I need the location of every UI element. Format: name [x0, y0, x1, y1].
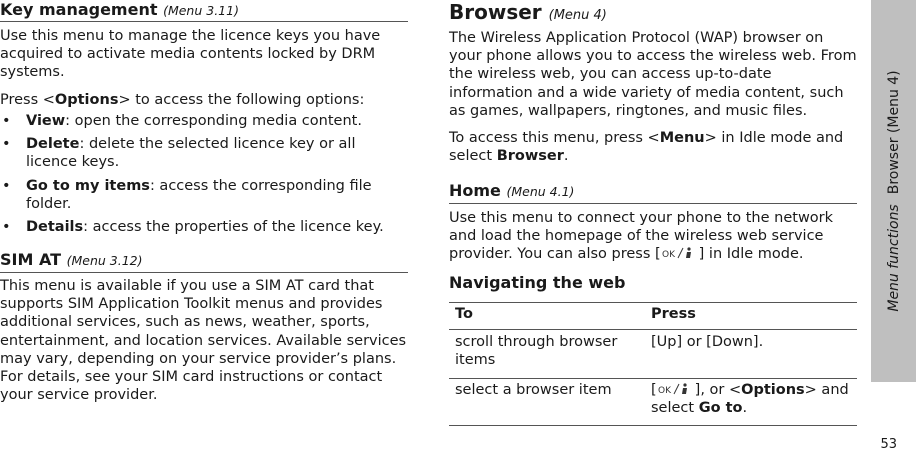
table-header-press: Press: [651, 306, 696, 322]
ok-info-key-icon: [661, 246, 699, 260]
sidebar-section-label: Menu functions: [885, 204, 902, 312]
key-management-description: Use this menu to manage the licence keys you have acquired to activate media contents locked by DRM systems.: [0, 28, 381, 81]
home-heading: Home (Menu 4.1): [449, 181, 575, 200]
key-management-options-list: [0, 112, 408, 241]
key-management-rule: [0, 21, 408, 22]
home-rule: [449, 203, 857, 204]
list-item: • Details: access the properties of the licence key.: [2, 219, 384, 236]
svg-text:OK: OK: [661, 250, 675, 261]
key-management-menu-number: (Menu 3.11): [163, 3, 239, 18]
svg-text:OK: OK: [657, 386, 671, 396]
table-header-rule: [449, 329, 857, 330]
sidebar-page-label: Browser (Menu 4): [885, 70, 902, 195]
ok-info-key-icon: [657, 382, 695, 396]
table-header-to: To: [455, 306, 473, 322]
page-number: 53: [880, 437, 897, 452]
list-item: • Go to my items: access the corresponding file folder.: [2, 177, 372, 212]
sim-at-description: This menu is available if you use a SIM AT card that supports SIM Application Toolkit menus and provides additional services, such as news, weather, sports, entertainment, and location services. Available services may vary, depending on your service provider’s plans. For details, see your SIM card instructions or contact your service provider.: [0, 278, 407, 404]
browser-access-instructions: To access this menu, press <Menu> in Idle mode and select Browser.: [449, 130, 844, 165]
key-management-heading: Key management (Menu 3.11): [0, 0, 239, 19]
home-description: Use this menu to connect your phone to the network and load the homepage of the wireless web service provider. You can also press [ OK ] in Idle mode.: [449, 210, 834, 263]
home-menu-number: (Menu 4.1): [506, 184, 575, 199]
sim-at-menu-number: (Menu 3.12): [66, 253, 143, 268]
browser-menu-number: (Menu 4): [548, 8, 607, 23]
browser-heading: Browser (Menu 4): [449, 0, 607, 24]
browser-description: The Wireless Application Protocol (WAP) browser on your phone allows you to access the wireless web. From the wireless web, you can access up-to-date information and a wide variety of media content, such as games, wallpapers, ringtones, and music files.: [449, 30, 857, 119]
sim-at-rule: [0, 272, 408, 273]
key-management-press-options: Press <Options> to access the following options:: [0, 92, 365, 108]
list-item: • View: open the corresponding media content.: [2, 113, 362, 129]
sim-at-heading: SIM AT (Menu 3.12): [0, 250, 143, 269]
section-sidebar-tab: [871, 0, 916, 382]
table-bottom-rule: [449, 425, 857, 426]
navigating-heading: Navigating the web: [449, 273, 626, 292]
list-item: • Delete: delete the selected licence key or all licence keys.: [2, 136, 356, 171]
table-top-rule: [449, 302, 857, 303]
table-row-rule: [449, 378, 857, 379]
